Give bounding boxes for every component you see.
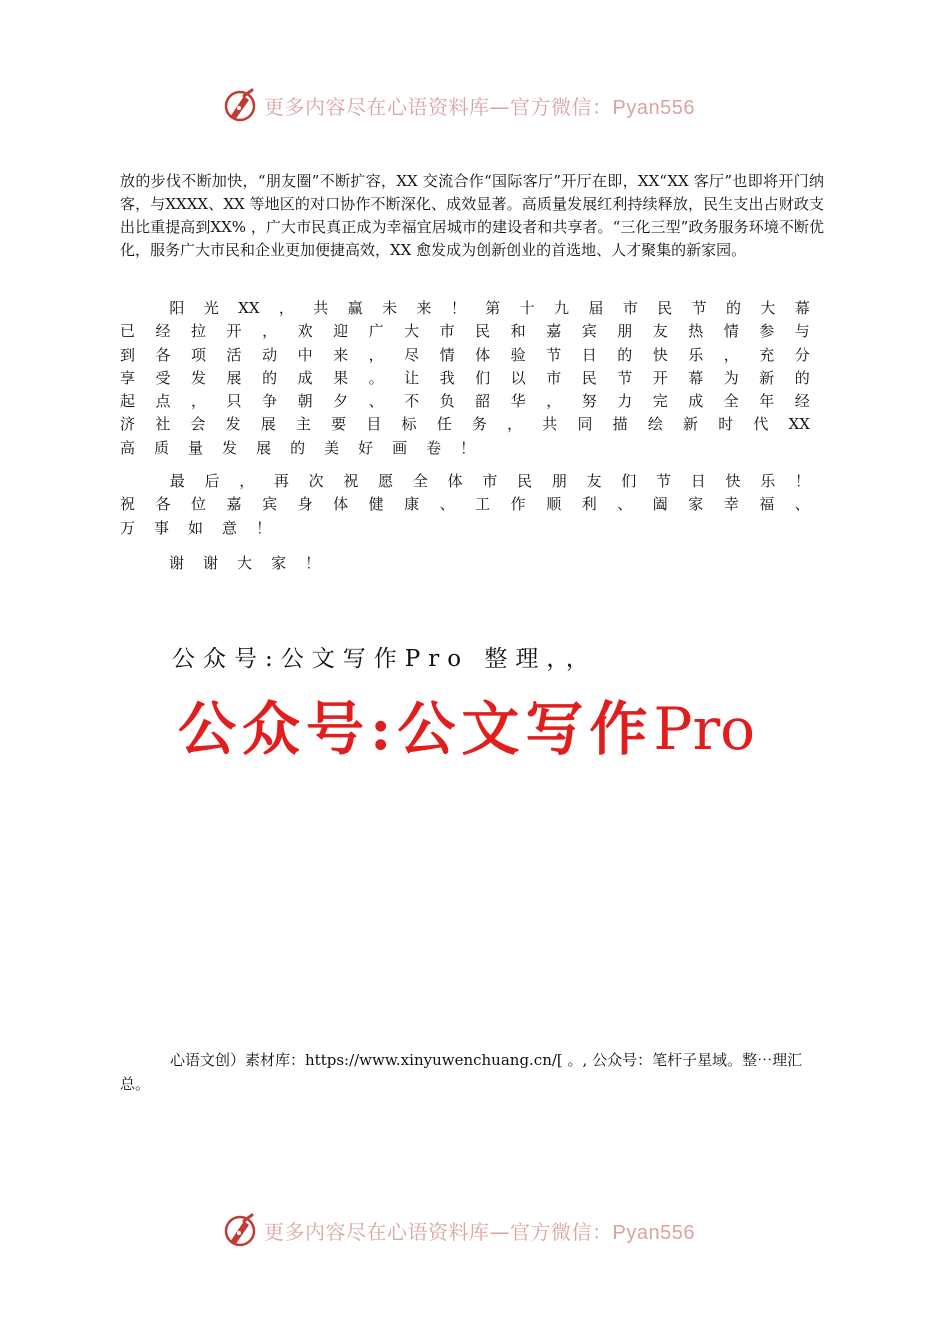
text-char: 开 [652,368,668,387]
text-char: 全 [723,392,739,411]
text-line [120,552,810,575]
text-char: 动 [262,345,278,364]
text-char: 完 [652,392,668,411]
text-char: 节 [546,345,562,364]
text-char: 民 [475,322,491,341]
text-char: 顺 [546,495,562,514]
text-char: 新 [683,415,699,434]
text-char: 未 [382,299,398,317]
text-char: 。 [368,368,384,387]
text-char: ， [239,472,255,490]
text-char: 果 [333,368,349,387]
text-char: 幕 [688,368,704,387]
text-char: 参 [759,322,775,341]
text-char: 欢 [297,322,313,341]
text-char: 同 [577,415,593,434]
text-char: ， [546,392,562,411]
text-char: XX [238,299,260,317]
footer-banner [222,1210,742,1250]
text-char: 利 [581,495,597,514]
text-char: 阳 [169,299,185,317]
text-char: 日 [581,345,597,364]
text-char: XX [788,415,810,434]
text-char: 快 [652,345,668,364]
text-line [120,493,810,516]
text-char: 夕 [333,392,349,411]
text-char: 民 [657,299,673,317]
text-char: 们 [621,472,637,490]
text-char: 第 [485,299,501,317]
text-char: 朋 [617,322,633,341]
text-char: 发 [191,368,207,387]
text-char: 量 [188,438,204,457]
text-char: 时 [718,415,734,434]
text-line [120,367,810,390]
text-char: 到 [120,345,136,364]
banner-text: 更多内容尽在心语资料库—官方微信：Pyan556 [264,94,695,119]
text-char: 体 [475,345,491,364]
text-char: 经 [794,392,810,411]
text-char: 朝 [297,392,313,411]
text-char: 大 [404,322,420,341]
text-char: 、 [617,495,633,514]
text-char: 最 [169,472,185,490]
text-line [120,437,810,460]
text-char: 发 [225,415,241,434]
text-char: ， [507,415,523,434]
text-line [120,470,810,493]
text-char: 的 [617,345,633,364]
text-char: 家 [271,554,287,572]
text-char: 市 [482,472,498,490]
text-char: 大 [760,299,776,317]
text-char: 快 [725,472,741,490]
text-char: 尽 [404,345,420,364]
text-char: 谢 [203,554,219,572]
text-char: 共 [542,415,558,434]
paragraph-2 [120,297,810,460]
text-char: 发 [222,438,238,457]
text-char: 民 [581,368,597,387]
text-char: 济 [120,415,136,434]
text-char: 身 [297,495,313,514]
text-char: 位 [191,495,207,514]
text-char: 代 [753,415,769,434]
text-char: 祝 [120,495,136,514]
text-char: 主 [295,415,311,434]
text-char: 目 [366,415,382,434]
text-char: 与 [794,322,810,341]
text-char: 作 [510,495,526,514]
text-char: 友 [586,472,602,490]
text-char: 质 [154,438,170,457]
text-char: 争 [262,392,278,411]
text-char: 宾 [581,322,597,341]
text-char: 谢 [169,554,185,572]
text-char: ， [368,345,384,364]
text-char: ， [278,299,294,317]
text-char: 乐 [688,345,704,364]
text-char: 描 [612,415,628,434]
text-char: 中 [297,345,313,364]
text-char: 广 [368,322,384,341]
text-char: 再 [273,472,289,490]
text-char: 情 [439,345,455,364]
text-char: 各 [155,345,171,364]
text-char: 后 [204,472,220,490]
text-char: 美 [324,438,340,457]
text-char: 节 [656,472,672,490]
text-char: ！ [256,518,272,537]
text-char: 和 [510,322,526,341]
paragraph-1: 放的步伐不断加快，“朋友圈”不断扩容，XX 交流合作“国际客厅”开厅在即，XX“XX 客厅”也即将开门纳客，与XXXX、XX 等地区的对口协作不断深化、成效显著。高质量发展红利持续释放，民生支出占财政支出比重提高到XX% ，广大市民真正成为幸福宜居城市的建设者和共享者。“三化三型”政务服务环境不断优化，服务广大市民和企业更加便捷高效，XX 愈发成为创新创业的首选地、人才聚集的新家园。 [120,172,824,259]
text-char: 项 [191,345,207,364]
text-char: 大 [237,554,253,572]
text-char: 市 [439,322,455,341]
text-char: 康 [404,495,420,514]
text-char: 的 [262,368,278,387]
pen-nib-circle-icon [222,1212,258,1248]
text-char: 节 [617,368,633,387]
text-char [120,552,150,575]
text-char: 如 [188,518,204,537]
text-char: 验 [510,345,526,364]
text-char: 健 [368,495,384,514]
text-char: 充 [759,345,775,364]
text-char: 只 [226,392,242,411]
text-char: 卷 [426,438,442,457]
text-char: 展 [226,368,242,387]
text-char: 乐 [760,472,776,490]
text-char [120,470,150,493]
gzh-caption: 公众号:公文写作Pro 整理，， [172,646,597,672]
text-char: 标 [401,415,417,434]
text-char: ！ [794,472,810,490]
text-char: 韶 [475,392,491,411]
text-char: 意 [222,518,238,537]
text-char: 成 [297,368,313,387]
paragraph-4 [120,552,810,575]
text-char: 起 [120,392,136,411]
text-line [120,344,810,367]
text-char: 来 [416,299,432,317]
text-char: 工 [475,495,491,514]
text-line [120,517,810,540]
text-char: 华 [510,392,526,411]
text-char: 拉 [191,322,207,341]
text-char: ！ [305,554,321,572]
text-char: 负 [439,392,455,411]
text-char: 、 [439,495,455,514]
text-char: 让 [404,368,420,387]
text-char: 福 [759,495,775,514]
text-char: 事 [154,518,170,537]
text-char: 各 [155,495,171,514]
text-char: ， [191,392,207,411]
text-char: 力 [617,392,633,411]
banner-text: 更多内容尽在心语资料库—官方微信：Pyan556 [264,1219,695,1244]
text-char: 体 [447,472,463,490]
text-char: 次 [308,472,324,490]
text-char: 朋 [551,472,567,490]
text-char: 为 [723,368,739,387]
text-char: ， [262,322,278,341]
header-banner [222,85,742,125]
text-char: 努 [581,392,597,411]
text-line [120,320,810,343]
text-char [120,297,150,320]
text-char: 享 [120,368,136,387]
text-char: 画 [392,438,408,457]
text-char: 迎 [333,322,349,341]
source-note: 心语文创）素材库：https://www.xinyuwenchuang.cn/[ 。, 公众号：笔杆子星域。整⋯理汇总。 [120,1051,803,1093]
text-char: 全 [412,472,428,490]
text-char: 展 [256,438,272,457]
text-line [120,297,810,320]
text-char: 幕 [794,299,810,317]
text-char: 社 [155,415,171,434]
text-char: 共 [313,299,329,317]
text-char: 成 [688,392,704,411]
text-char: 阖 [652,495,668,514]
paragraph-3 [120,470,810,540]
text-char: 高 [120,438,136,457]
text-char: 万 [120,518,136,537]
text-char: 活 [226,345,242,364]
text-char: 新 [759,368,775,387]
pen-nib-circle-icon [222,87,258,123]
text-char: 分 [794,345,810,364]
text-char: 光 [203,299,219,317]
text-char: 的 [794,368,810,387]
text-char: 的 [725,299,741,317]
text-char: 情 [723,322,739,341]
text-char: 节 [691,299,707,317]
text-char: 、 [368,392,384,411]
text-char: 、 [794,495,810,514]
text-char: 会 [190,415,206,434]
text-char: 不 [404,392,420,411]
text-char: 热 [688,322,704,341]
text-char: 已 [120,322,136,341]
text-char: 民 [517,472,533,490]
text-char: 以 [510,368,526,387]
text-char: 来 [333,345,349,364]
text-char: 经 [155,322,171,341]
text-char: 届 [588,299,604,317]
text-char: 宾 [262,495,278,514]
text-line [120,390,810,413]
text-char: 日 [690,472,706,490]
text-char: 市 [546,368,562,387]
text-char: 愿 [378,472,394,490]
text-char: 友 [652,322,668,341]
text-char: 嘉 [226,495,242,514]
text-char: ！ [460,438,476,457]
text-char: 祝 [343,472,359,490]
text-char: 展 [260,415,276,434]
text-char: 受 [155,368,171,387]
text-char: ！ [450,299,466,317]
text-char: 绘 [647,415,663,434]
text-char: 的 [290,438,306,457]
text-char: 务 [471,415,487,434]
text-char: 嘉 [546,322,562,341]
text-char: 点 [155,392,171,411]
text-char: 体 [333,495,349,514]
text-char: 好 [358,438,374,457]
text-char: 家 [688,495,704,514]
text-char: 十 [519,299,535,317]
text-char: 市 [622,299,638,317]
text-char: 幸 [723,495,739,514]
text-char: ， [723,345,739,364]
text-char: 九 [554,299,570,317]
text-char: 要 [331,415,347,434]
text-char: 年 [759,392,775,411]
gzh-title: 公众号:公文写作Pro [178,695,756,763]
text-char: 赢 [347,299,363,317]
text-char: 任 [436,415,452,434]
text-line [120,413,810,436]
text-char: 们 [475,368,491,387]
text-char: 开 [226,322,242,341]
text-char: 我 [439,368,455,387]
